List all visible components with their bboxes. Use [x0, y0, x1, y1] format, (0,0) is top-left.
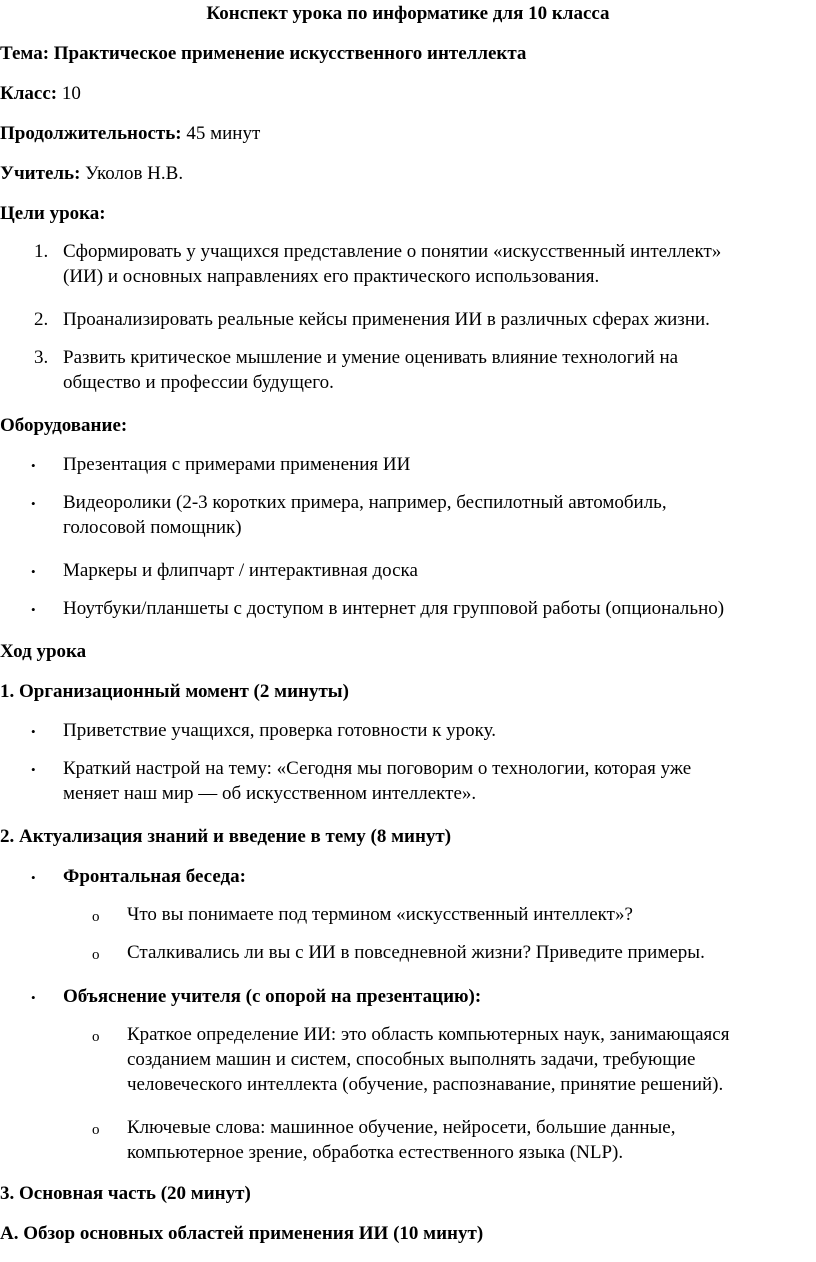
teacher-value: Уколов Н.В.	[80, 163, 184, 184]
teacher-line	[0, 162, 183, 186]
bullet-icon: •	[31, 496, 36, 511]
topic-line: Тема: Практическое применение искусственного интеллекта	[0, 43, 527, 64]
bullet-icon: •	[31, 602, 36, 617]
stage1-heading: 1. Организационный момент (2 минуты)	[0, 681, 349, 702]
duration-value: 45 минут	[181, 123, 261, 144]
list-item: (ИИ) и основных направлениях его практического использования.	[63, 266, 600, 287]
list-item-number: 1.	[34, 241, 49, 262]
list-item: Презентация с примерами применения ИИ	[63, 454, 411, 475]
sub-bullet-icon: o	[92, 1122, 100, 1138]
equipment-heading: Оборудование:	[0, 415, 128, 436]
bullet-icon: •	[31, 458, 36, 473]
list-item: Краткое определение ИИ: это область компьютерных наук, занимающаяся	[127, 1024, 730, 1045]
list-item: Маркеры и флипчарт / интерактивная доска	[63, 560, 418, 581]
lesson-heading: Ход урока	[0, 641, 87, 662]
list-item: Проанализировать реальные кейсы применения ИИ в различных сферах жизни.	[63, 309, 710, 330]
bullet-icon: •	[31, 762, 36, 777]
explanation-label: Объяснение учителя (с опорой на презентацию):	[63, 986, 482, 1007]
bullet-icon: •	[31, 564, 36, 579]
list-item: меняет наш мир — об искусственном интеллекте».	[63, 783, 477, 804]
sub-bullet-icon: o	[92, 1029, 100, 1045]
list-item: компьютерное зрение, обработка естественного языка (NLP).	[127, 1142, 624, 1163]
list-item: Краткий настрой на тему: «Сегодня мы поговорим о технологии, которая уже	[63, 758, 692, 779]
frontal-label: Фронтальная беседа:	[63, 866, 246, 887]
list-item: Сталкивались ли вы с ИИ в повседневной жизни? Приведите примеры.	[127, 942, 705, 963]
list-item: Ключевые слова: машинное обучение, нейросети, большие данные,	[127, 1117, 676, 1138]
list-item: голосовой помощник)	[63, 517, 242, 538]
bullet-icon: •	[31, 990, 36, 1005]
list-item-number: 2.	[34, 309, 49, 330]
list-item: Видеоролики (2-3 коротких примера, например, беспилотный автомобиль,	[63, 492, 667, 513]
list-item: Развить критическое мышление и умение оценивать влияние технологий на	[63, 347, 679, 368]
sub-bullet-icon: o	[92, 947, 100, 963]
grade-value: 10	[57, 83, 81, 104]
teacher-label: Учитель:	[0, 163, 81, 184]
list-item: Приветствие учащихся, проверка готовности к уроку.	[63, 720, 496, 741]
duration-label: Продолжительность:	[0, 123, 182, 144]
list-item: Ноутбуки/планшеты с доступом в интернет для групповой работы (опционально)	[63, 598, 725, 619]
list-item: Сформировать у учащихся представление о понятии «искусственный интеллект»	[63, 241, 722, 262]
document-title: Конспект урока по информатике для 10 класса	[206, 3, 610, 24]
list-item: Что вы понимаете под термином «искусственный интеллект»?	[127, 904, 633, 925]
stage3-subheading: А. Обзор основных областей применения ИИ (10 минут)	[0, 1223, 484, 1244]
grade-label: Класс:	[0, 83, 58, 104]
stage3-heading: 3. Основная часть (20 минут)	[0, 1183, 251, 1204]
sub-bullet-icon: o	[92, 909, 100, 925]
bullet-icon: •	[31, 724, 36, 739]
grade-line	[0, 82, 81, 106]
list-item-number: 3.	[34, 347, 49, 368]
goals-heading: Цели урока:	[0, 203, 106, 224]
stage2-heading: 2. Актуализация знаний и введение в тему (8 минут)	[0, 826, 452, 847]
list-item: человеческого интеллекта (обучение, распознавание, принятие решений).	[127, 1074, 724, 1095]
bullet-icon: •	[31, 870, 36, 885]
duration-line	[0, 122, 260, 146]
list-item: общество и профессии будущего.	[63, 372, 334, 393]
list-item: созданием машин и систем, способных выполнять задачи, требующие	[127, 1049, 696, 1070]
